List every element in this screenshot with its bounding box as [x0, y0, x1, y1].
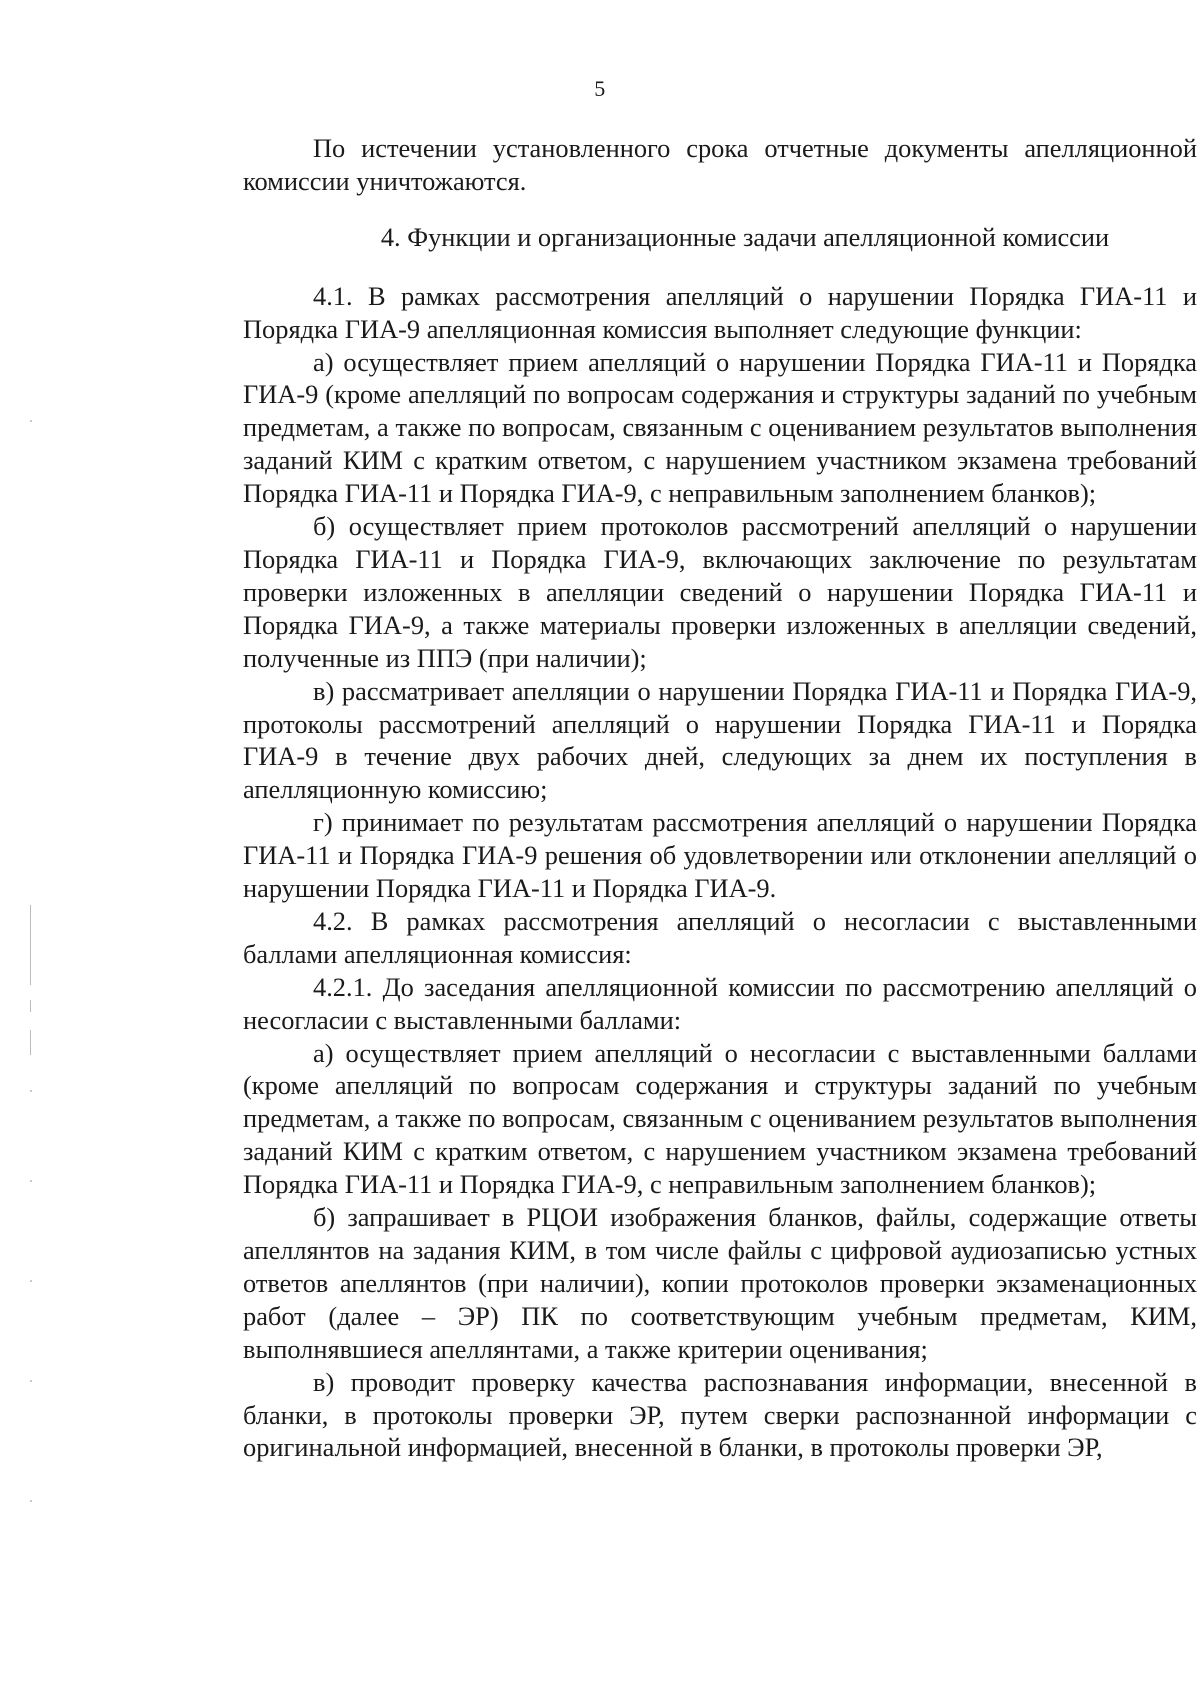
- scan-edge-dot: [30, 1280, 32, 1282]
- scan-edge-mark: [30, 1000, 31, 1012]
- scan-edge-mark: [30, 905, 31, 985]
- scan-edge-dot: [30, 1500, 32, 1502]
- paragraph-retention-note: По истечении установленного срока отчетные документы апелляционной комиссии уничтожаются.: [243, 133, 1197, 196]
- paragraph-4-2-1-a: а) осуществляет прием апелляций о несогласии с выставленными баллами (кроме апелляций по вопросам содержания и структуры заданий по учебным предметам, а также по вопросам, связанным с оцениванием результатов выполнения заданий КИМ с кратким ответом, с нарушением участником экзамена требований Порядка ГИА-11 и Порядка ГИА-9, с неправильным заполнением бланков);: [243, 1037, 1197, 1200]
- paragraph-4-2-1-b: б) запрашивает в РЦОИ изображения бланков, файлы, содержащие ответы апеллянтов на задания КИМ, в том числе файлы с цифровой аудиозаписью устных ответов апеллянтов (при наличии), копии протоколов проверки экзаменационных работ (далее – ЭР) ПК по соответствующим учебным предметам, КИМ, выполнявшиеся апеллянтами, а также критерии оценивания;: [243, 1202, 1197, 1364]
- paragraph-4-2: 4.2. В рамках рассмотрения апелляций о несогласии с выставленными баллами апелляционная комиссия:: [243, 905, 1197, 969]
- paragraph-4-1-a: а) осуществляет прием апелляций о нарушении Порядка ГИА-11 и Порядка ГИА-9 (кроме апелляций по вопросам содержания и структуры заданий по учебным предметам, а также по вопросам, связанным с оцениванием результатов выполнения заданий КИМ с кратким ответом, с нарушением участником экзамена требований Порядка ГИА-11 и Порядка ГИА-9, с неправильным заполнением бланков);: [243, 346, 1197, 509]
- paragraph-4-1-g: г) принимает по результатам рассмотрения апелляций о нарушении Порядка ГИА-11 и Порядка ГИА-9 решения об удовлетворении или отклонении апелляций о нарушении Порядка ГИА-11 и Порядка ГИА-9.: [243, 807, 1197, 904]
- paragraph-4-2-1: 4.2.1. До заседания апелляционной комиссии по рассмотрению апелляций о несогласии с выставленными баллами:: [243, 971, 1197, 1035]
- paragraph-4-1-b: б) осуществляет прием протоколов рассмотрений апелляций о нарушении Порядка ГИА-11 и Порядка ГИА-9, включающих заключение по результатам проверки изложенных в апелляции сведений о нарушении Порядка ГИА-11 и Порядка ГИА-9, а также материалы проверки изложенных в апелляции сведений, полученные из ППЭ (при наличии);: [243, 511, 1197, 673]
- scan-edge-mark: [30, 1030, 31, 1055]
- document-body: [243, 132, 1197, 1464]
- paragraph-4-2-1-v: в) проводит проверку качества распознавания информации, внесенной в бланки, в протоколы проверки ЭР, путем сверки распознанной информации с оригинальной информацией, внесенной в бланки, в протоколы проверки ЭР,: [243, 1366, 1197, 1463]
- paragraph-4-1: 4.1. В рамках рассмотрения апелляций о нарушении Порядка ГИА-11 и Порядка ГИА-9 апелляционная комиссия выполняет следующие функции:: [243, 280, 1197, 344]
- scan-edge-dot: [30, 1380, 32, 1382]
- page-number: 5: [594, 76, 606, 101]
- scan-edge-dot: [30, 1180, 32, 1182]
- paragraph-4-1-v: в) рассматривает апелляции о нарушении Порядка ГИА-11 и Порядка ГИА-9, протоколы рассмотрений апелляций о нарушении Порядка ГИА-11 и Порядка ГИА-9 в течение двух рабочих дней, следующих за днем их поступления в апелляционную комиссию;: [243, 675, 1197, 805]
- section-heading: 4. Функции и организационные задачи апелляционной комиссии: [380, 221, 1110, 252]
- scan-edge-dot: [30, 1090, 32, 1092]
- scan-edge-dot: [30, 420, 32, 422]
